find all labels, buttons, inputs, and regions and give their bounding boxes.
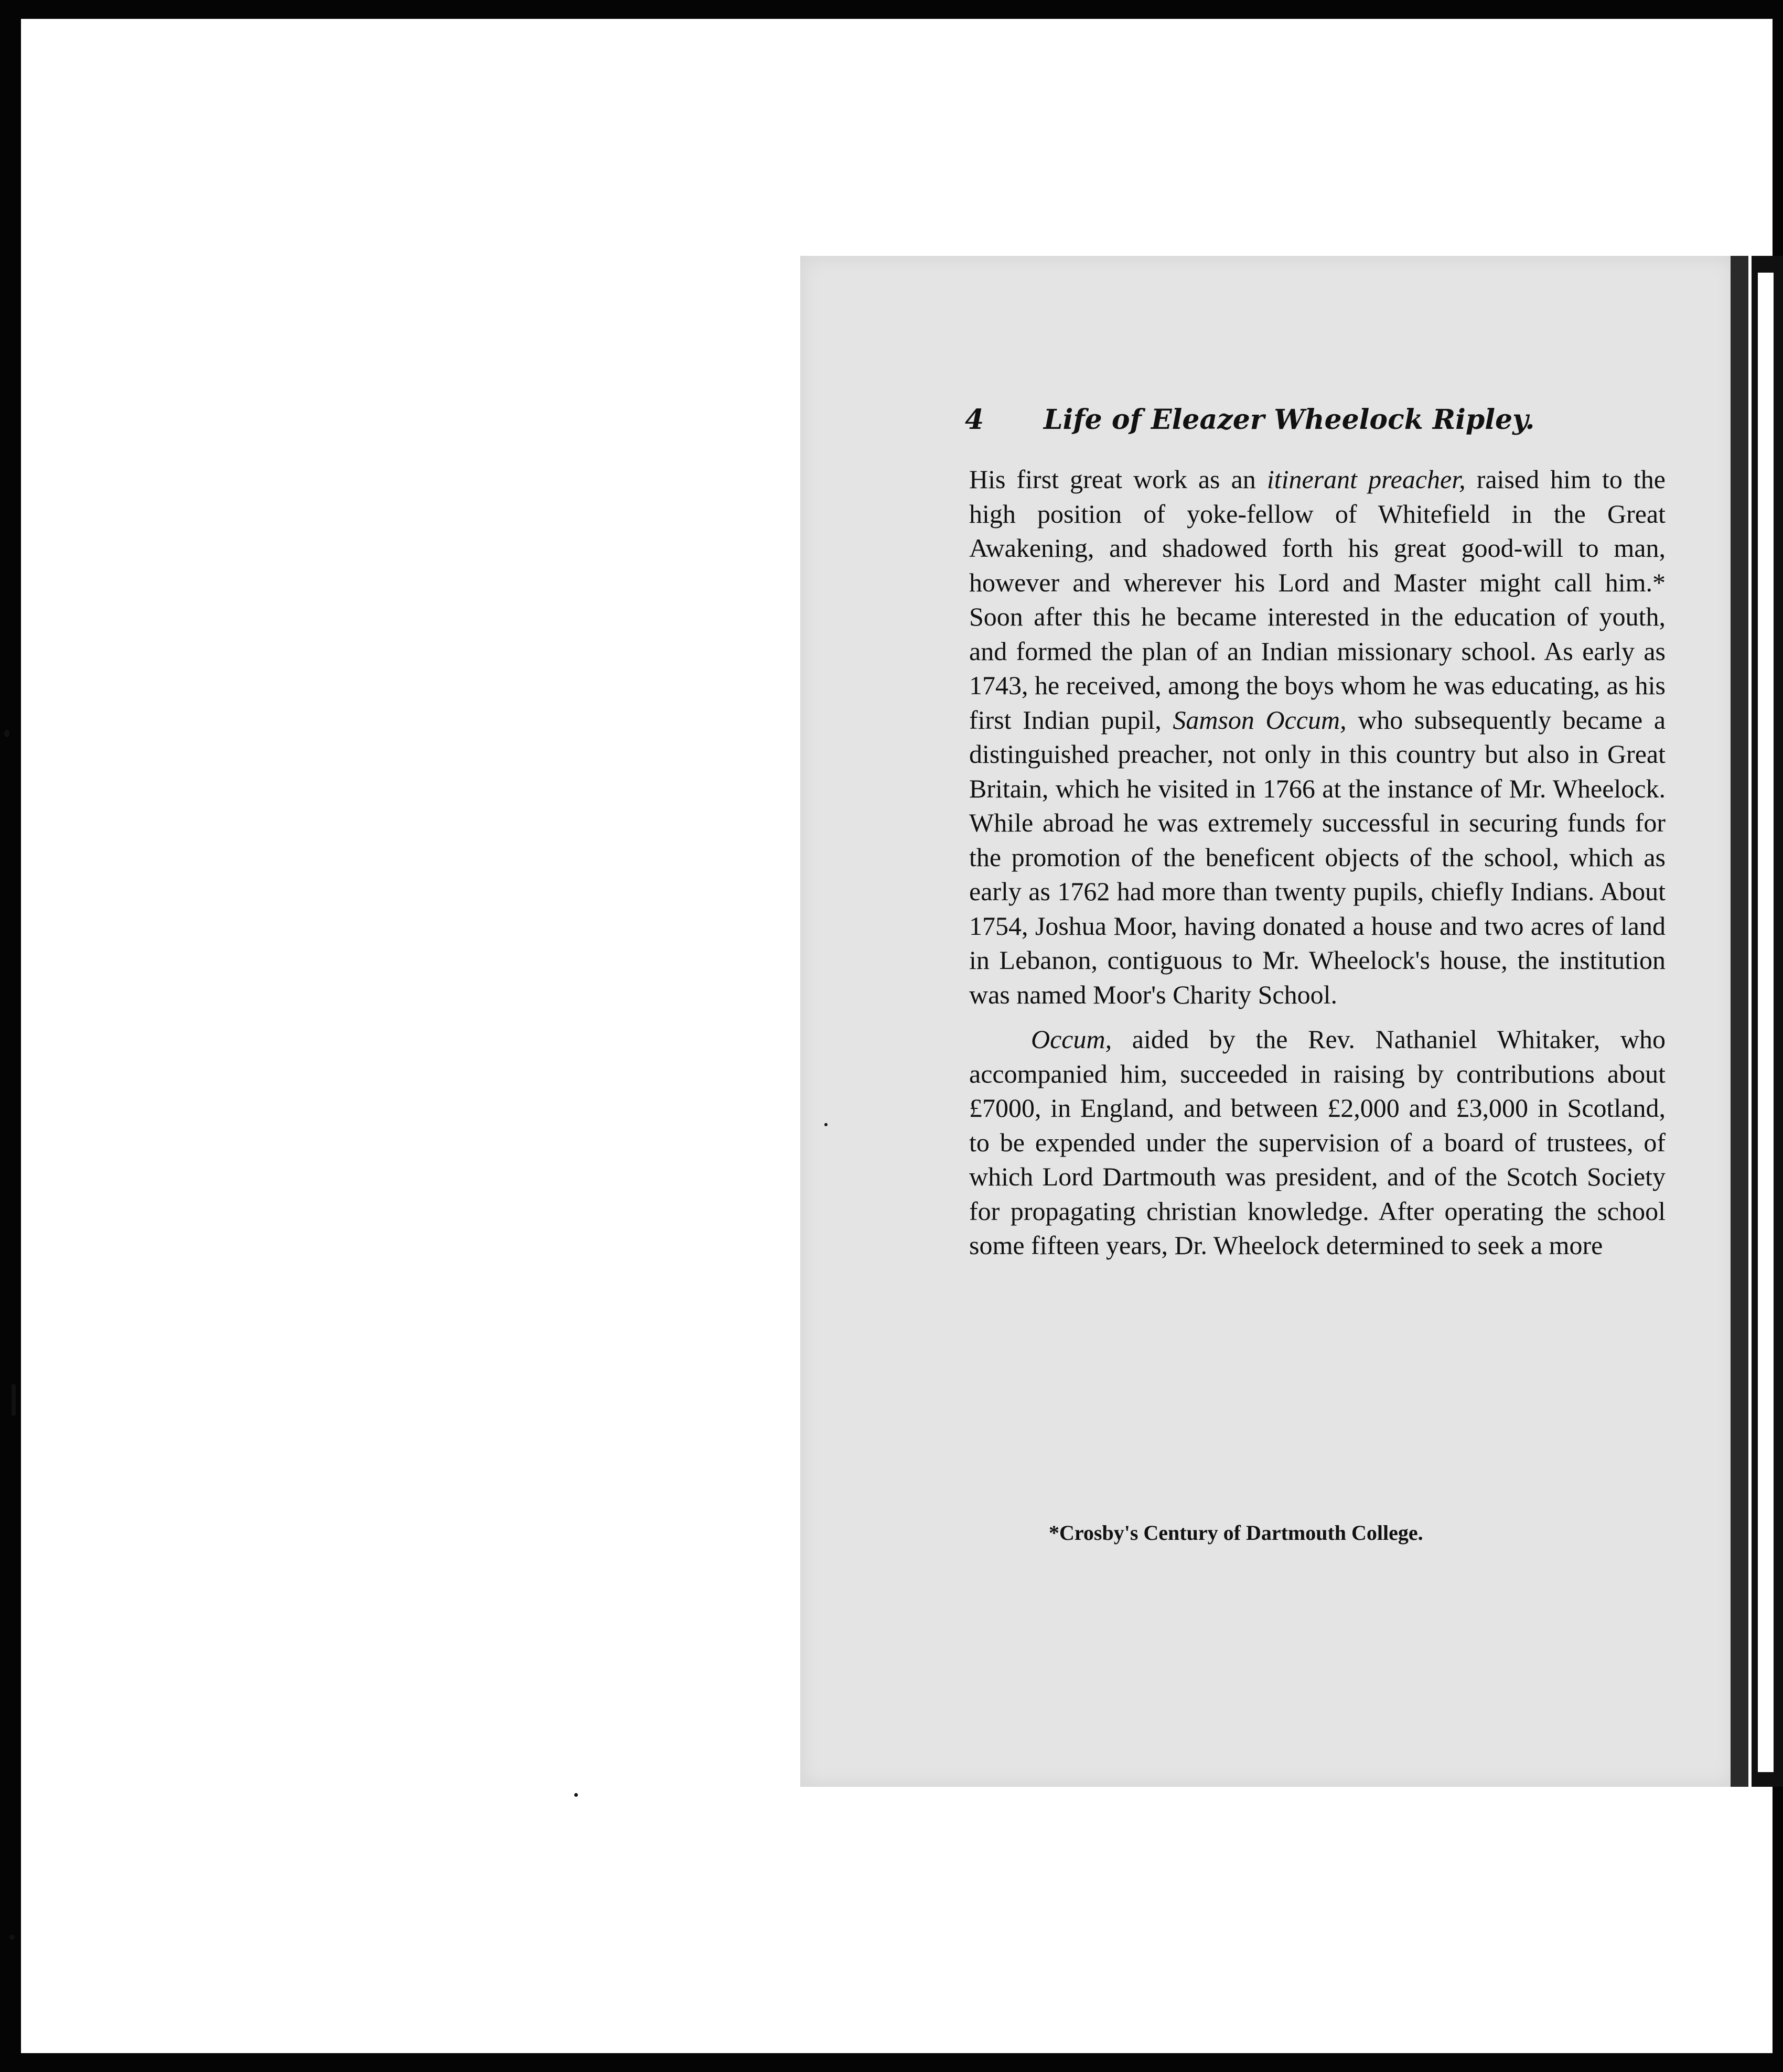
footnote: *Crosby's Century of Dartmouth College.: [1049, 1521, 1423, 1545]
scan-speck: [824, 1123, 828, 1126]
paragraph-1-text-a: His first great work as an: [969, 465, 1267, 494]
paragraph-1-text-c: who subsequently became a distinguished preacher, not only in this country but also in Great Britain, which he visited in 1766 at the instance of Mr. Wheelock. While abroad he was extremely successful in securing funds for the promotion of the beneficent objects of the school, which as early as 1762 had more than twenty pupils, chiefly Indians. About 1754, Joshua Moor, having donated a house and two acres of land in Lebanon, contiguous to Mr. Wheelock's house, the institution was named Moor's Charity School.: [969, 705, 1666, 1009]
scan-speck: [574, 1793, 578, 1797]
paragraph-1-italic-b: Samson Occum,: [1173, 705, 1347, 735]
page-number: 4: [965, 404, 984, 436]
scan-speck: [4, 730, 9, 737]
scan-speck: [12, 1384, 16, 1416]
paragraph-1-italic-a: itinerant preacher,: [1266, 465, 1466, 494]
paragraph-1: [969, 462, 1666, 1012]
body-text: [969, 462, 1666, 1263]
paragraph-2-text-a: aided by the Rev. Nathaniel Whitaker, who accompanied him, succeeded in raising by contributions about £7000, in England, and between £2,000 and £3,000 in Scotland, to be expended under the supervision of a board of trustees, of which Lord Dartmouth was president, and of the Scotch Society for propagating christian knowledge. After operating the school some fifteen years, Dr. Wheelock determined to seek a more: [969, 1024, 1666, 1260]
paragraph-2-italic-a: Occum,: [1031, 1024, 1112, 1054]
running-title: Life of Eleazer Wheelock Ripley.: [1044, 404, 1535, 436]
paragraph-1-text-b: raised him to the high position of yoke-fellow of Whitefield in the Great Awakening, and shadowed forth his great good-will to man, however and wherever his Lord and Master might call him.* Soon after this he became interested in the education of youth, and formed the plan of an Indian missionary school. As early as 1743, he received, among the boys whom he was educating, as his first Indian pupil,: [969, 465, 1666, 735]
scan-speck: [9, 1935, 15, 1940]
next-page-edge: [1758, 273, 1774, 1772]
page-edge-shadow: [1731, 256, 1748, 1787]
page-header: [965, 404, 1668, 451]
paragraph-2: [969, 1022, 1666, 1263]
